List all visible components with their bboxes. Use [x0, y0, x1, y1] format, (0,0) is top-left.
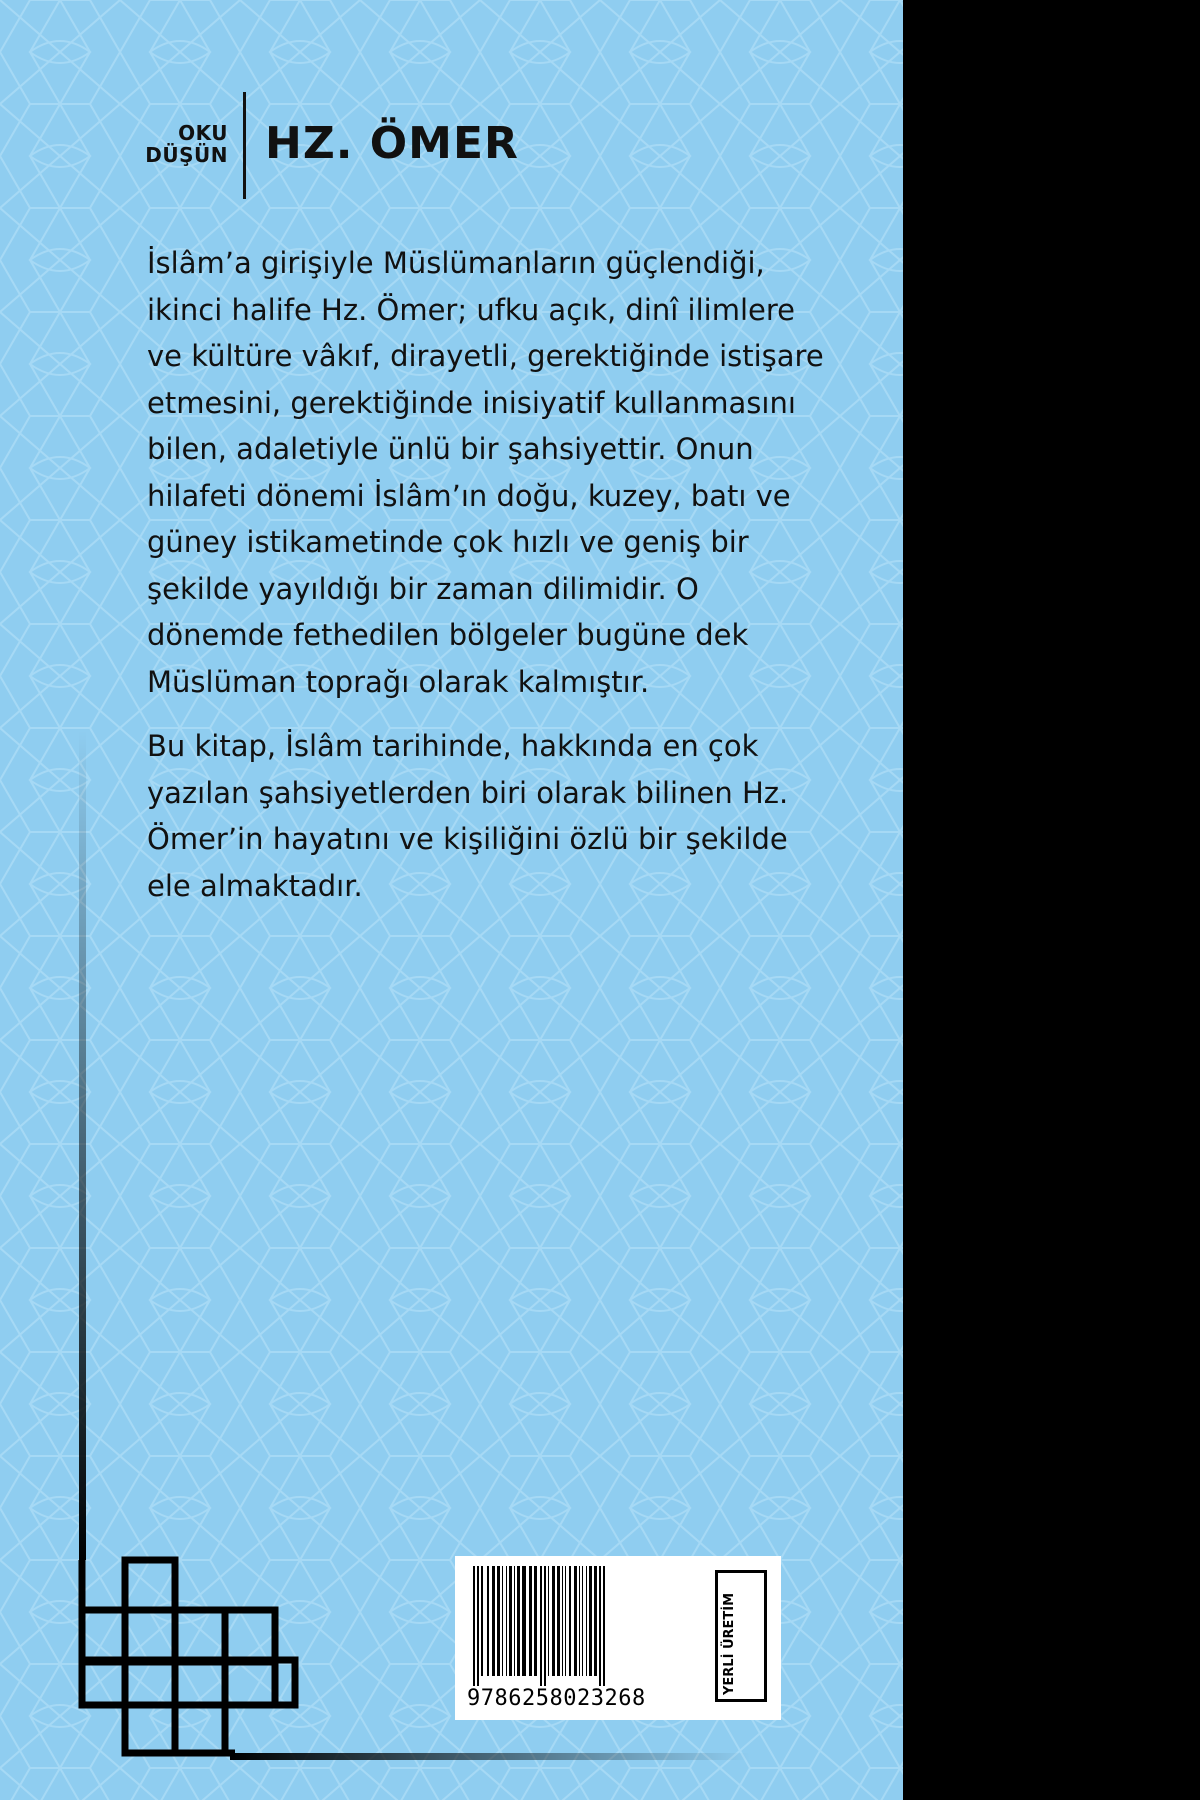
- spine: [903, 0, 1200, 1800]
- series-line-1: OKU: [178, 121, 228, 145]
- barcode-bar: [540, 1566, 542, 1686]
- barcode-bar: [562, 1566, 563, 1676]
- barcode-bar: [574, 1566, 577, 1676]
- barcode-bar: [603, 1566, 605, 1686]
- barcode-bar: [509, 1566, 512, 1676]
- barcode-bar: [579, 1566, 580, 1676]
- barcode: [469, 1566, 699, 1686]
- barcode-bar: [599, 1566, 601, 1686]
- barcode-bar: [557, 1566, 560, 1676]
- barcode-bar: [514, 1566, 515, 1676]
- barcode-bar: [569, 1566, 571, 1676]
- barcode-bar: [481, 1566, 483, 1676]
- barcode-bar: [522, 1566, 526, 1676]
- barcode-bar: [534, 1566, 537, 1676]
- series-line-2: DÜŞÜN: [145, 143, 228, 167]
- barcode-bar: [594, 1566, 597, 1676]
- barcode-bar: [586, 1566, 587, 1676]
- barcode-bar: [589, 1566, 592, 1676]
- barcode-bar: [552, 1566, 555, 1676]
- barcode-bar: [529, 1566, 532, 1676]
- isbn-number: 9786258023268: [467, 1686, 646, 1711]
- blurb-paragraph-1: İslâm’a girişiyle Müslümanların güçlendiği, ikinci halife Hz. Ömer; ufku açık, dinî ilimlere ve kültüre vâkıf, dirayetli, gerektiğinde istişare etmesini, gerektiğinde inisiyatif kullanmasını bilen, adaletiyle ünlü bir şahsiyettir. Onun hilafeti dönemi İslâm’ın doğu, kuzey, batı ve güney istikametinde çok hızlı ve geniş bir şekilde yayıldığı bir zaman dilimidir. O dönemde fethedilen bölgeler bugüne dek Müslüman toprağı olarak kalmıştır.: [147, 246, 824, 699]
- barcode-bar: [497, 1566, 500, 1676]
- barcode-bar: [502, 1566, 503, 1676]
- barcode-bar: [506, 1566, 507, 1676]
- barcode-bar: [582, 1566, 583, 1676]
- barcode-bar: [492, 1566, 495, 1676]
- barcode-bar: [517, 1566, 520, 1676]
- series-label: [128, 122, 228, 166]
- book-title: HZ. ÖMER: [265, 118, 519, 169]
- barcode-bar: [548, 1566, 549, 1676]
- blurb-paragraph-2: Bu kitap, İslâm tarihinde, hakkında en çok yazılan şahsiyetlerden biri olarak bilinen Hz. Ömer’in hayatını ve kişiliğini özlü bir şekilde ele almaktadır.: [147, 729, 789, 903]
- barcode-bar: [477, 1566, 479, 1686]
- local-production-badge: [715, 1570, 767, 1702]
- barcode-bar: [544, 1566, 546, 1686]
- blurb: [147, 240, 827, 927]
- barcode-bar: [565, 1566, 566, 1676]
- badge-line-1: YERLİ: [722, 1653, 737, 1695]
- barcode-bar: [473, 1566, 475, 1686]
- barcode-panel: [455, 1556, 781, 1720]
- badge-text: [722, 1577, 737, 1695]
- barcode-bar: [487, 1566, 489, 1676]
- title-divider: [243, 92, 246, 199]
- badge-line-2: ÜRETİM: [722, 1592, 737, 1650]
